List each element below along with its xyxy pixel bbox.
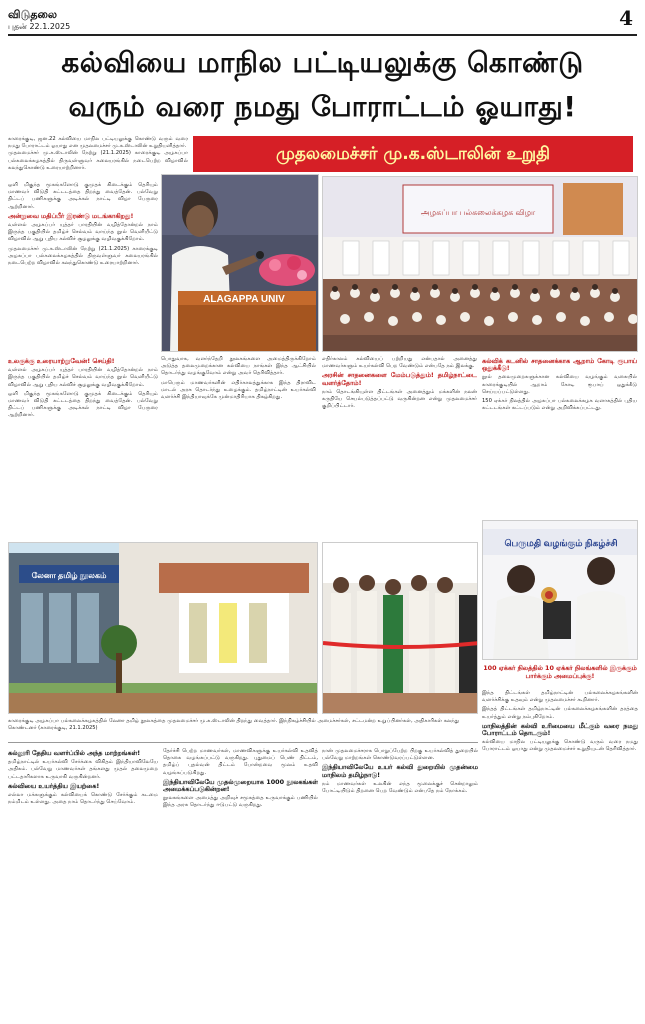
photo-award-presentation bbox=[482, 520, 638, 660]
page-number: 4 bbox=[619, 6, 633, 30]
bottom-column-3-subhead: இந்தியாவிலேயே உயர் கல்வி துறையில் முதன்மை மாநிலம் தமிழ்நாடு! bbox=[322, 763, 478, 779]
bottom-column-4 bbox=[482, 690, 638, 1018]
bottom-column-1-subhead: கல்லூரி தேதிய வளர்ப்பில் அந்த மாற்றங்கள்! bbox=[8, 749, 141, 757]
award-caption-title: 100 ஏக்கர் நிலத்தில் 10 ஏக்கர் நிலங்களில் இருக்கும் பார்க்கும் அமைப்புக்கு! bbox=[483, 664, 637, 680]
podium-label: ALAGAPPA UNIV bbox=[203, 294, 285, 305]
bottom-column-1-paragraph: தமிழ்நாட்டில் உயர்கல்வி சேர்க்கை விகிதம் இந்தியாவிலேயே அதிகம். பல்வேறு மாணவர்கள் தங்களது முதல் தலைமுறை பட்டதாரிகளாக உருவாகி வருகின்றனர். bbox=[8, 759, 158, 780]
bottom-column-3 bbox=[322, 748, 478, 1018]
bottom-column-4-paragraph: இந்தத் திட்டங்கள் தமிழ்நாட்டின் பல்கலைக்கழகங்களின் தரத்தை உயர்த்தும் என்று நம்புகிறோம். bbox=[482, 706, 638, 720]
column-2-paragraph: பொதுவாக, வளர்ந்தேறி நூலகங்களை அமைத்திருக்கிறோம் அடுத்த தலைமுறைக்கான கல்வியை நாங்கள் இந்த ஆட்சியில் தொடர்ந்து வழங்குவோம் என்று அவர் தெரிவித்தார். bbox=[161, 356, 316, 377]
bottom-column-2-paragraph-2: நூலகங்களை அமைத்து அறிவுச் சமூகத்தை உருவாக்கும் பணியில் இந்த அரசு தொடர்ந்து ஈடுபட்டு வருகிறது. bbox=[163, 795, 318, 809]
photo-stage-event bbox=[322, 176, 638, 352]
photo-stage-event-image bbox=[323, 177, 638, 352]
photo-cm-podium bbox=[161, 174, 319, 352]
column-1-text bbox=[8, 182, 158, 354]
column-3-paragraph: எதிர்காலம் கல்வியைப் பற்றியது என்பதால் அனைத்து மாணவர்களும் உயர்கல்வி பெற வேண்டும் என்பதே நம் இலக்கு. bbox=[322, 356, 477, 370]
column-1-lower-paragraph: வள்ளல் அழகப்பர் யுத்தர் பாரதியின் வழித்தோன்றல் நாம் இருந்த பகுதியில் தமிழ்ச் செல்வம் வாய்ந்த நூல் வெளியீட்டு விழாவில் ஆறு புதிய கல்விச் சூழலுக்கு வழிவகுக்கிறோம். bbox=[8, 367, 158, 388]
column-3-subhead: அரசின் சாதனைகளை மேம்படுத்தும்! தமிழ்நாட்டை வளர்த்தோம்! bbox=[322, 371, 477, 387]
column-3-text bbox=[322, 356, 477, 536]
award-caption-text: இந்த திட்டங்கள் தமிழ்நாட்டின் பல்கலைக்கழகங்களின் வளர்ச்சிக்கு உதவும் என்று முதலமைச்சர் கூறினார். bbox=[482, 690, 638, 704]
photo-ribbon-cutting-image bbox=[323, 543, 478, 714]
headline-line-2: வரும் வரை நமது போராட்டம் ஓயாது! bbox=[68, 90, 577, 123]
bottom-column-1-paragraph-2: எல்லா மக்களுக்கும் கல்வியைக் கொண்டு சேர்க்கும் கடமை நம்மிடம் உள்ளது. அதை நாம் தொடர்ந்து செய்வோம். bbox=[8, 792, 158, 806]
bottom-column-4-subhead: மாநிலத்தின் கல்வி உரிமையை மீட்கும் வரை நமது போராட்டம் தொடரும்! bbox=[482, 721, 638, 738]
bottom-column-2 bbox=[163, 748, 318, 1018]
award-banner-text: பெருமதி வழங்கும் நிகழ்ச்சி bbox=[504, 538, 618, 548]
column-2-paragraph-2: மாபெரும் மாணவர்களின் எதிர்காலத்துக்காக இந்த திராவிட மாடல் அரசு தொடர்ந்து உழைக்கும். தமிழ்நாட்டின் உயர்கல்வி வளர்ச்சி இந்தியாவுக்கே முன்மாதிரியாக திகழ்கிறது. bbox=[161, 379, 316, 401]
sub-headline-banner: முதலமைச்சர் மு.க.ஸ்டாலின் உறுதி bbox=[193, 136, 633, 172]
bottom-column-2-subhead: இந்தியாவிலேயே முதல்முறையாக 1000 நூலகங்கள் அமைக்கப்படுகின்றன! bbox=[163, 777, 318, 794]
headline-line-1: கல்வியை மாநில பட்டியலுக்கு கொண்டு bbox=[61, 46, 584, 79]
bottom-column-1 bbox=[8, 748, 158, 1018]
column-3-paragraph-2: நாம் தொடங்கியுள்ள திட்டங்கள் அனைத்தும் மக்களின் நலன் கருதியே செயல்படுத்தப்பட்டு வருகின்றன என்று முதலமைச்சர் குறிப்பிட்டார். bbox=[322, 388, 477, 410]
paper-name: விடுதலை bbox=[8, 8, 58, 21]
column-1-paragraph-2: வள்ளல் அழகப்பர் யுத்தர் பாரதியின் வழித்தோன்றல் நாம் இருந்த பகுதியில் தமிழ்ச் செல்வம் வாய்ந்த நூல் வெளியீட்டு விழாவில் ஆறு புதிய கல்விச் சூழலுக்கு வழிவகுக்கிறோம். bbox=[8, 222, 158, 243]
column-4-paragraph-2: 150 ஏக்கர் நிலத்தில் அழகப்பா பல்கலைக்கழக வளாகத்தில் புதிய கட்டடங்கள் கட்டப்படும் என்று அறிவிக்கப்பட்டது. bbox=[482, 398, 637, 412]
column-1-paragraph-3: முதலமைச்சர் மு.க.ஸ்டாலின் நேற்று (21.1.2025) காரைக்குடி அழகப்பா பல்கலைக்கழகத்தில் திருவள்ளுவர் கலையரங்கில் நடைபெற்ற விழாவில் கலந்துகொண்டு உரையாற்றினார். bbox=[8, 245, 158, 267]
divider bbox=[8, 742, 478, 743]
photo-caption: காரைக்குடி அழகப்பா பல்கலைக்கழகத்தில் லேனா தமிழ் நூலகத்தை முதலமைச்சர் மு.க.ஸ்டாலின் திறந்து வைத்தார். இந்நிகழ்ச்சியில் அமைச்சர்கள், சட்டமன்ற உறுப்பினர்கள், அதிகாரிகள் கலந்து கொண்டனர் (காரைக்குடி, 21.1.2025) bbox=[8, 718, 460, 731]
lead-paragraph-2: முதலமைச்சர் மு.க.ஸ்டாலின் நேற்று (21.1.2025) காரைக்குடி அழகப்பா பல்கலைக்கழகத்தில் திருவள்ளுவர் கலையரங்கில் நடைபெற்ற விழாவில் கலந்துகொண்டு உரையாற்றினார். bbox=[8, 150, 188, 171]
column-1-lower-subhead: உலகுக்கு உரையாற்றுவேன்! செய்தி! bbox=[8, 357, 115, 365]
stage-banner-text: அழகப்பா பல்கலைக்கழக விழா bbox=[420, 208, 536, 217]
column-1-lower-text bbox=[8, 356, 158, 536]
bottom-column-3-paragraph-2: நம் மாணவர்கள் உலகின் எந்த மூலைக்குச் சென்றாலும் போட்டியிடும் திறனை பெற வேண்டும் என்பதே நம் நோக்கம். bbox=[322, 780, 478, 795]
bottom-column-3-paragraph: நான் முதலமைச்சராக பொறுப்பேற்ற பிறகு உயர்கல்வித் துறையில் பல்வேறு மாற்றங்கள் கொண்டுவரப்பட்டுள்ளன. bbox=[322, 748, 478, 762]
column-1-subhead: அன்றுவை மதிப்பீர் இரண்டு மடங்காகிறது! bbox=[8, 211, 134, 220]
photo-library-building-image bbox=[9, 543, 318, 714]
lead-paragraph: காரைக்குடி, ஜன.22 கல்வியை மாநில பட்டியலுக்கு கொண்டு வரும் வரை நமது போராட்டம் ஓயாது என முதலமைச்சர் மு.க.ஸ்டாலின் உறுதியளித்தார். bbox=[8, 136, 188, 150]
column-4-text bbox=[482, 356, 637, 536]
column-2-text bbox=[161, 356, 316, 536]
column-4-paragraph: நூல் தலைமுறைகளுக்கான கல்வியை வழங்கும் வகையில் காரைக்குடியில் ஆறாம் கோடி ரூபாய் ஒதுக்கீடு செய்யப்பட்டுள்ளது. bbox=[482, 374, 637, 395]
photo-ribbon-cutting bbox=[322, 542, 478, 714]
photo-award-presentation-image bbox=[483, 521, 638, 660]
bottom-column-1-subhead-2: கல்வியை உயர்த்திய இயற்கை! bbox=[8, 781, 100, 790]
column-4-subhead: கல்விக் கடனில் சாதனைக்காக ஆறாம் கோடி ரூபாய் ஒதுக்கீடு! bbox=[482, 357, 637, 373]
photo-library-building bbox=[8, 542, 318, 714]
bottom-column-2-paragraph: தேர்ச்சி பெற்ற மாணவர்கள், மாணவிகளுக்கு உயர்கல்வி உதவித் தொகை வழங்கப்பட்டு வருகிறது. புதுமைப் பெண் திட்டம், தமிழ்ப் புதல்வன் திட்டம் போன்றவை மூலம் உதவி வழங்கப்படுகிறது. bbox=[163, 748, 318, 776]
issue-date: புதன் 22.1.2025 bbox=[8, 22, 71, 31]
column-1-paragraph: ஒளி மிகுந்த மூகங்களோடு குமுதக் கிடைக்கும் தெரியும் மாணவர் விடுதி கட்டடத்தை திறந்து வைத்தேன். பல்வேறு திட்டப் பணிகளுக்கு அடிக்கல் நாட்டி விழா பேருரை ஆற்றினார். bbox=[8, 182, 158, 210]
library-sign: லேனா தமிழ் நூலகம் bbox=[31, 571, 107, 580]
bottom-column-4-paragraph-2: கல்வியை மாநில பட்டியலுக்கு கொண்டு வரும் வரை நமது போராட்டம் ஓயாது என்று முதலமைச்சர் உறுதியுடன் தெரிவித்தார். bbox=[482, 739, 638, 753]
masthead bbox=[8, 6, 637, 36]
column-1-lower-paragraph-2: ஒளி மிகுந்த மூகங்களோடு குமுதக் கிடைக்கும் தெரியும் மாணவர் விடுதி கட்டடத்தை திறந்து வைத்தேன். பல்வேறு திட்டப் பணிகளுக்கு அடிக்கல் நாட்டி விழா பேருரை ஆற்றினார். bbox=[8, 390, 158, 419]
photo-cm-podium-image bbox=[162, 175, 319, 352]
